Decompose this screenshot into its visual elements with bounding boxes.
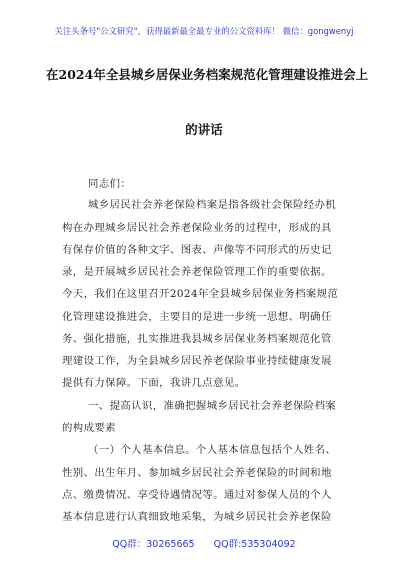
section-heading-line: 的构成要素 [62,422,116,434]
document-title-line-1: 在2024年全县城乡居保业务档案规范化管理建设推进会上 [46,67,369,82]
body-line: 性别、出生年月、参加城乡居民社会养老保险的时间和地 [62,467,332,479]
body-line: 城乡居民社会养老保险档案是指各级社会保险经办机 [88,199,337,211]
body-line: 有保存价值的各种文字、图表、声像等不同形式的历史记 [62,244,332,256]
salutation: 同志们： [88,178,132,190]
body-line: 今天，我们在这里召开2024年全县城乡居保业务档案规范 [62,288,339,300]
body-line: 构在办理城乡居民社会养老保险业务的过程中，形成的具 [62,222,332,234]
body-line: 务、强化措施，扎实推进我县城乡居保业务档案规范化管 [62,333,332,345]
header-promo-note: 关注头条号"公文研究"，获得最新最全最专业的公文资料库！ 微信：gongwenyj [54,26,354,36]
body-line: 提供有力保障。下面，我讲几点意见。 [62,377,246,389]
footer-qq-group-1: QQ群：30265665 [112,539,195,550]
body-line: 点、缴费情况、享受待遇情况等。通过对参保人员的个人 [62,489,332,501]
footer-qq-group-2: QQ群:535304092 [213,539,296,550]
body-line: 化管理建设推进会，主要目的是进一步统一思想、明确任 [62,311,332,323]
footer-contact [0,536,408,550]
document-title-line-2: 的讲话 [185,122,223,137]
body-line: （一）个人基本信息。个人基本信息包括个人姓名、 [88,444,337,456]
body-line: 录，是开展城乡居民社会养老保险管理工作的重要依据。 [62,266,332,278]
body-line: 基本信息进行认真细致地采集，为城乡居民社会养老保险 [62,511,332,523]
section-heading-line: 一、提高认识，准确把握城乡居民社会养老保险档案 [88,400,337,412]
body-line: 理建设工作，为全县城乡居民养老保险事业持续健康发展 [62,355,332,367]
